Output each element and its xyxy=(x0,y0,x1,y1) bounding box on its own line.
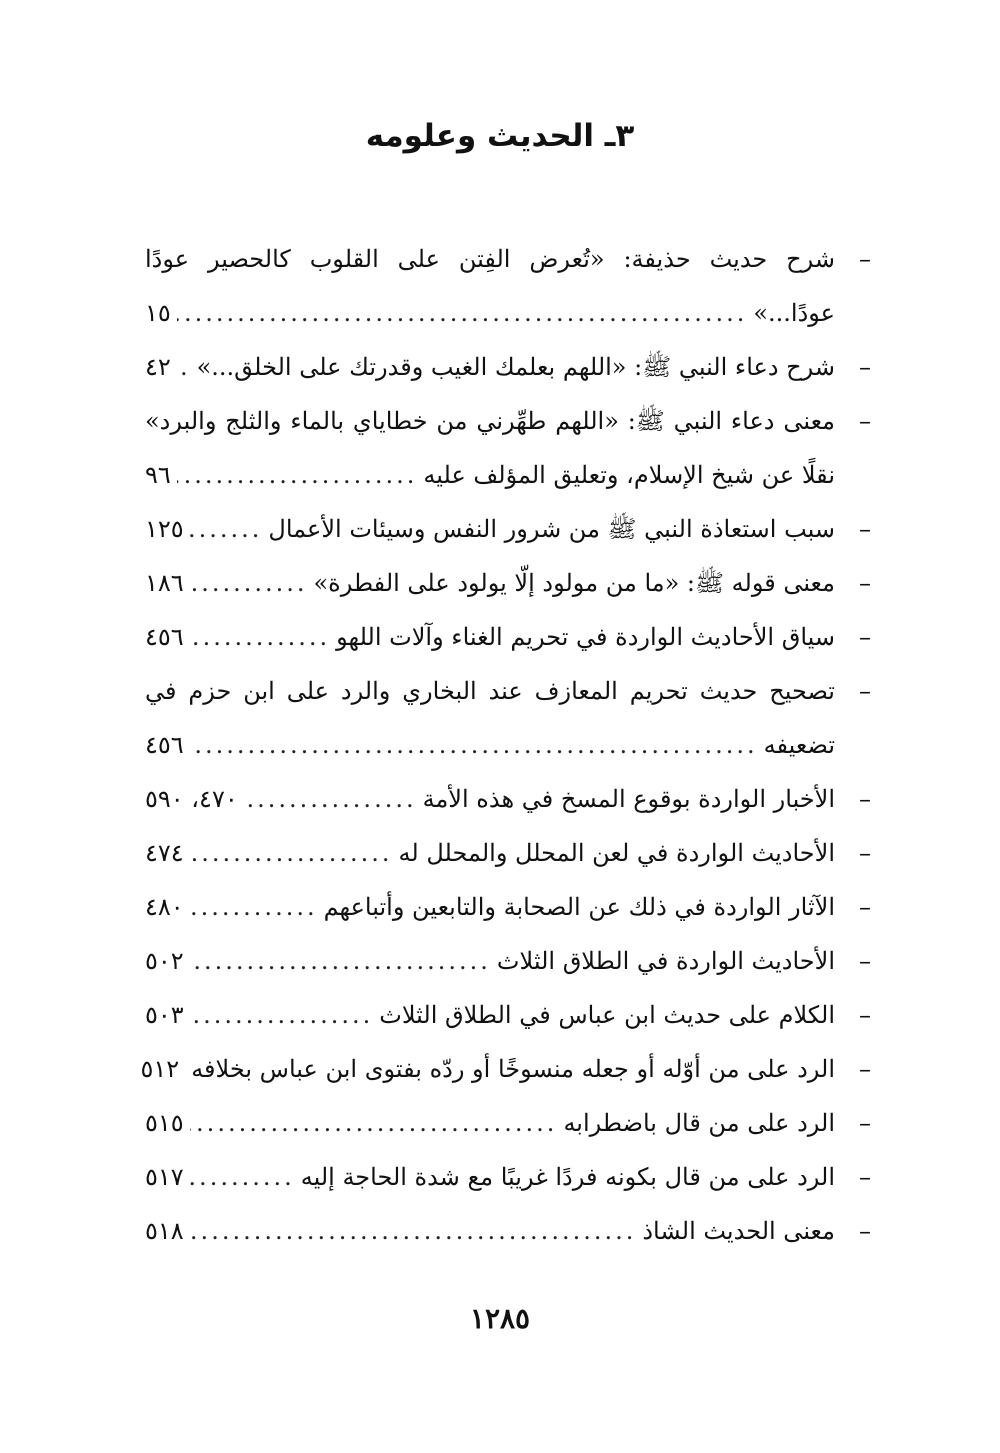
toc-entry xyxy=(145,232,875,340)
entry-title: سبب استعاذة النبي ﷺ من شرور النفس وسيئات الأعمال xyxy=(268,515,835,543)
entry-page-number: ٥٠٢ xyxy=(145,947,184,975)
toc-entry xyxy=(145,664,875,772)
entry-dash: – xyxy=(859,569,871,597)
dot-leader xyxy=(177,340,191,394)
dot-leader xyxy=(190,556,308,610)
entry-title: معنى قوله ﷺ: «ما من مولود إلّا يولود على الفطرة» xyxy=(313,569,835,597)
toc-entry xyxy=(145,934,875,988)
entry-dash: – xyxy=(859,1109,871,1137)
entry-dash: – xyxy=(859,623,871,651)
entry-title: الرد على من قال بكونه فردًا غريبًا مع شدة الحاجة إليه xyxy=(300,1163,835,1191)
entry-dash: – xyxy=(859,245,871,273)
dot-leader xyxy=(190,1150,295,1204)
entry-title-line-2: تضعيفه xyxy=(763,731,835,759)
entry-page-number: ٤٥٦ xyxy=(145,731,184,759)
dot-leader xyxy=(177,448,418,502)
entry-dash: – xyxy=(859,515,871,543)
toc-entry xyxy=(145,988,875,1042)
entry-title-line-2: نقلًا عن شيخ الإسلام، وتعليق المؤلف عليه xyxy=(423,461,835,489)
entry-page-number: ١٨٦ xyxy=(145,569,184,597)
entry-title-line-1: شرح حديث حذيفة: «تُعرض الفِتن على القلوب كالحصير عودًا xyxy=(145,245,835,273)
dot-leader xyxy=(190,610,330,664)
entry-page-number: ١٥ xyxy=(145,299,171,327)
section-heading: ٣ـ الحديث وعلومه xyxy=(365,118,635,154)
entry-page-number: ٤٨٠ xyxy=(145,893,184,921)
entry-title: الأخبار الواردة بوقوع المسخ في هذه الأمة xyxy=(422,785,835,813)
page-number: ١٢٨٥ xyxy=(469,1302,531,1335)
entry-page-number: ٥٠٣ xyxy=(145,1001,184,1029)
entry-page-number: ٥١٧ xyxy=(145,1163,184,1191)
entry-page-number: ٤٥٦ xyxy=(145,623,184,651)
toc-entry xyxy=(145,880,875,934)
entry-title-line-1: معنى دعاء النبي ﷺ: «اللهم طهِّرني من خطاياي بالماء والثلج والبرد» xyxy=(145,407,835,435)
toc-entry xyxy=(145,340,875,394)
entry-title: الأحاديث الواردة في الطلاق الثلاث xyxy=(496,947,835,975)
dot-leader xyxy=(190,988,374,1042)
toc-entry xyxy=(145,1204,875,1258)
toc-entry xyxy=(145,610,875,664)
entry-dash: – xyxy=(859,1217,871,1245)
entry-title: معنى الحديث الشاذ xyxy=(642,1217,835,1245)
toc-entry xyxy=(145,394,875,502)
dot-leader xyxy=(244,772,417,826)
entry-page-number: ٤٧٤ xyxy=(145,839,184,867)
dot-leader xyxy=(190,934,491,988)
entry-title: الرد على من قال باضطرابه xyxy=(563,1109,835,1137)
toc-entry xyxy=(145,1150,875,1204)
entry-title: الأحاديث الواردة في لعن المحلل والمحلل له xyxy=(398,839,835,867)
dot-leader xyxy=(190,826,393,880)
toc-entry xyxy=(145,826,875,880)
entry-title: الرد على من أوّله أو جعله منسوخًا أو ردّه بفتوى ابن عباس بخلافه xyxy=(191,1055,835,1083)
entry-title-line-2: عودًا...» xyxy=(753,299,835,327)
entry-dash: – xyxy=(859,785,871,813)
entry-page-number: ٤٧٠، ٥٩٠ xyxy=(145,785,238,813)
entry-page-number: ٥١٢ xyxy=(140,1055,180,1083)
entry-title: الكلام على حديث ابن عباس في الطلاق الثلاث xyxy=(379,1001,835,1029)
dot-leader xyxy=(190,1096,558,1150)
table-of-contents xyxy=(140,232,875,1258)
entry-page-number: ٥١٨ xyxy=(145,1217,184,1245)
dot-leader xyxy=(190,502,263,556)
toc-entry xyxy=(145,1096,875,1150)
entry-title: شرح دعاء النبي ﷺ: «اللهم بعلمك الغيب وقدرتك على الخلق...» xyxy=(196,353,835,381)
entry-dash: – xyxy=(859,677,871,705)
toc-entry xyxy=(145,772,875,826)
entry-page-number: ٩٦ xyxy=(145,461,171,489)
entry-title: الآثار الواردة في ذلك عن الصحابة والتابعين وأتباعهم xyxy=(323,893,835,921)
entry-dash: – xyxy=(859,893,871,921)
dot-leader xyxy=(190,1204,637,1258)
entry-dash: – xyxy=(859,1001,871,1029)
toc-entry xyxy=(140,1042,875,1096)
entry-dash: – xyxy=(859,353,871,381)
entry-dash: – xyxy=(859,947,871,975)
toc-entry xyxy=(145,556,875,610)
entry-page-number: ٤٢ xyxy=(145,353,171,381)
dot-leader xyxy=(190,718,758,772)
entry-dash: – xyxy=(859,407,871,435)
entry-page-number: ١٢٥ xyxy=(145,515,184,543)
toc-entry xyxy=(145,502,875,556)
entry-dash: – xyxy=(859,1055,871,1083)
entry-dash: – xyxy=(859,1163,871,1191)
entry-title: سياق الأحاديث الواردة في تحريم الغناء وآلات اللهو xyxy=(336,623,835,651)
entry-title-line-1: تصحيح حديث تحريم المعازف عند البخاري والرد على ابن حزم في xyxy=(145,677,835,705)
entry-page-number: ٥١٥ xyxy=(145,1109,184,1137)
dot-leader xyxy=(177,286,748,340)
dot-leader xyxy=(190,880,318,934)
entry-dash: – xyxy=(859,839,871,867)
